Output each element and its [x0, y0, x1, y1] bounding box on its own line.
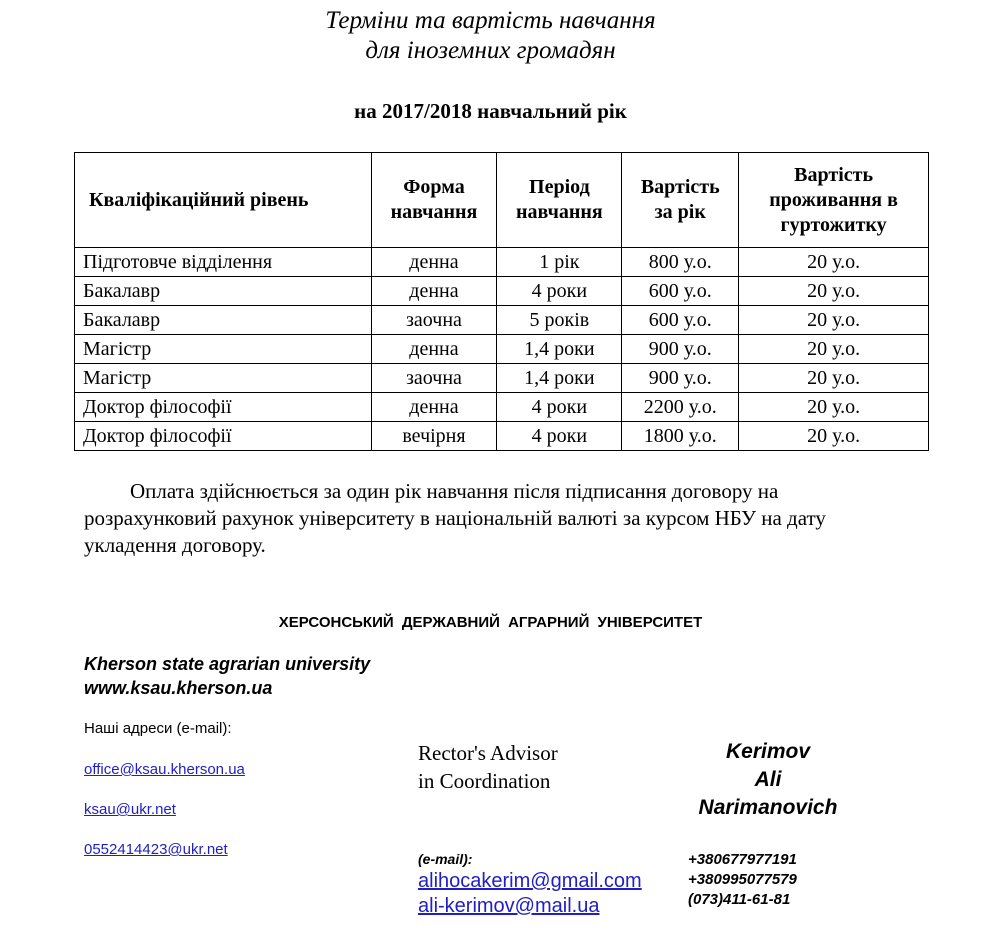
cell-level: Підготовче відділення [75, 248, 372, 277]
cell-period: 1,4 роки [497, 335, 622, 364]
advisor-name-third-line: Narimanovich [698, 796, 838, 819]
advisor-email-mail-ua[interactable]: ali-kerimov@mail.ua [418, 895, 600, 917]
cell-study-form: денна [371, 277, 497, 306]
header-qualification-level [75, 153, 372, 248]
payment-note: Оплата здійснюється за один рік навчання після підписання договору на розрахунковий рахунок університету в національній валюті за курсом НБУ на дату укладення договору. [84, 479, 826, 557]
email-link-phone-mail[interactable]: 0552414423@ukr.net [84, 841, 228, 858]
table-row [75, 335, 929, 364]
cell-dorm-cost: 20 у.о. [739, 248, 929, 277]
university-name-en: Kherson state agrarian university [84, 654, 371, 674]
header-text: Кваліфікаційний рівень [89, 188, 309, 211]
header-text: Період [529, 176, 590, 198]
cell-dorm-cost: 20 у.о. [739, 335, 929, 364]
cell-study-form: денна [371, 248, 497, 277]
table-row [75, 306, 929, 335]
header-dormitory-cost [739, 153, 929, 248]
header-text: Вартість [640, 176, 720, 198]
cell-cost: 900 у.о. [622, 364, 739, 393]
advisor-role-line2: in Coordination [418, 769, 551, 793]
email-link-office[interactable]: office@ksau.kherson.ua [84, 761, 245, 778]
cell-study-form: денна [371, 393, 497, 422]
cell-dorm-cost: 20 у.о. [739, 393, 929, 422]
advisor-name-first-line: Kerimov [725, 740, 811, 763]
cell-level: Бакалавр [75, 277, 372, 306]
cell-level: Доктор філософії [75, 393, 372, 422]
header-cost-per-year [622, 153, 739, 248]
cell-period: 4 роки [497, 393, 622, 422]
cell-cost: 1800 у.о. [622, 422, 739, 451]
cell-level: Магістр [75, 335, 372, 364]
cell-cost: 600 у.о. [622, 306, 739, 335]
table-row [75, 277, 929, 306]
cell-dorm-cost: 20 у.о. [739, 364, 929, 393]
header-text: навчання [390, 201, 478, 223]
cell-dorm-cost: 20 у.о. [739, 277, 929, 306]
advisor-email-gmail[interactable]: alihocakerim@gmail.com [418, 870, 642, 892]
cell-study-form: вечірня [371, 422, 497, 451]
university-website: www.ksau.kherson.ua [84, 678, 273, 698]
cell-study-form: заочна [371, 306, 497, 335]
advisor-role [418, 739, 558, 795]
cell-dorm-cost: 20 у.о. [739, 422, 929, 451]
header-study-period [497, 153, 622, 248]
cell-level: Магістр [75, 364, 372, 393]
table-row [75, 422, 929, 451]
cell-cost: 2200 у.о. [622, 393, 739, 422]
academic-year-subtitle: на 2017/2018 навчальний рік [354, 99, 627, 123]
cell-period: 4 роки [497, 422, 622, 451]
cell-period: 4 роки [497, 277, 622, 306]
cell-level: Доктор філософії [75, 422, 372, 451]
advisor-role-line1: Rector's Advisor [418, 741, 558, 765]
cell-period: 1,4 роки [497, 364, 622, 393]
cell-study-form: денна [371, 335, 497, 364]
cell-dorm-cost: 20 у.о. [739, 306, 929, 335]
advisor-phone-2: +380995077579 [688, 871, 797, 888]
cell-study-form: заочна [371, 364, 497, 393]
table-row [75, 248, 929, 277]
table-header-row [75, 153, 929, 248]
header-study-form [371, 153, 497, 248]
advisor-phone-1: +380677977191 [688, 851, 797, 868]
header-text: проживання в [769, 188, 898, 211]
addresses-label: Наші адреси (e-mail): [84, 720, 232, 737]
cell-cost: 900 у.о. [622, 335, 739, 364]
email-link-ksau[interactable]: ksau@ukr.net [84, 801, 176, 818]
cell-period: 5 років [497, 306, 622, 335]
cell-period: 1 рік [497, 248, 622, 277]
header-text: гуртожитку [780, 213, 887, 236]
header-text: за рік [654, 201, 706, 223]
cell-cost: 800 у.о. [622, 248, 739, 277]
advisor-phone-3: (073)411-61-81 [688, 891, 791, 908]
header-text: навчання [516, 201, 603, 223]
table-row [75, 364, 929, 393]
header-text: Форма [403, 176, 465, 198]
advisor-name-second-line: Ali [754, 768, 782, 791]
university-name-ua: ХЕРСОНСЬКИЙ ДЕРЖАВНИЙ АГРАРНИЙ УНІВЕРСИТЕТ [278, 614, 703, 631]
advisor-email-label: (e-mail): [418, 851, 473, 867]
page-title-line1: Терміни та вартість навчання [325, 7, 656, 34]
table-row [75, 393, 929, 422]
tuition-fees-table [74, 152, 929, 451]
cell-cost: 600 у.о. [622, 277, 739, 306]
cell-level: Бакалавр [75, 306, 372, 335]
header-text: Вартість [794, 163, 874, 186]
page-title-line2: для іноземних громадян [365, 37, 616, 64]
